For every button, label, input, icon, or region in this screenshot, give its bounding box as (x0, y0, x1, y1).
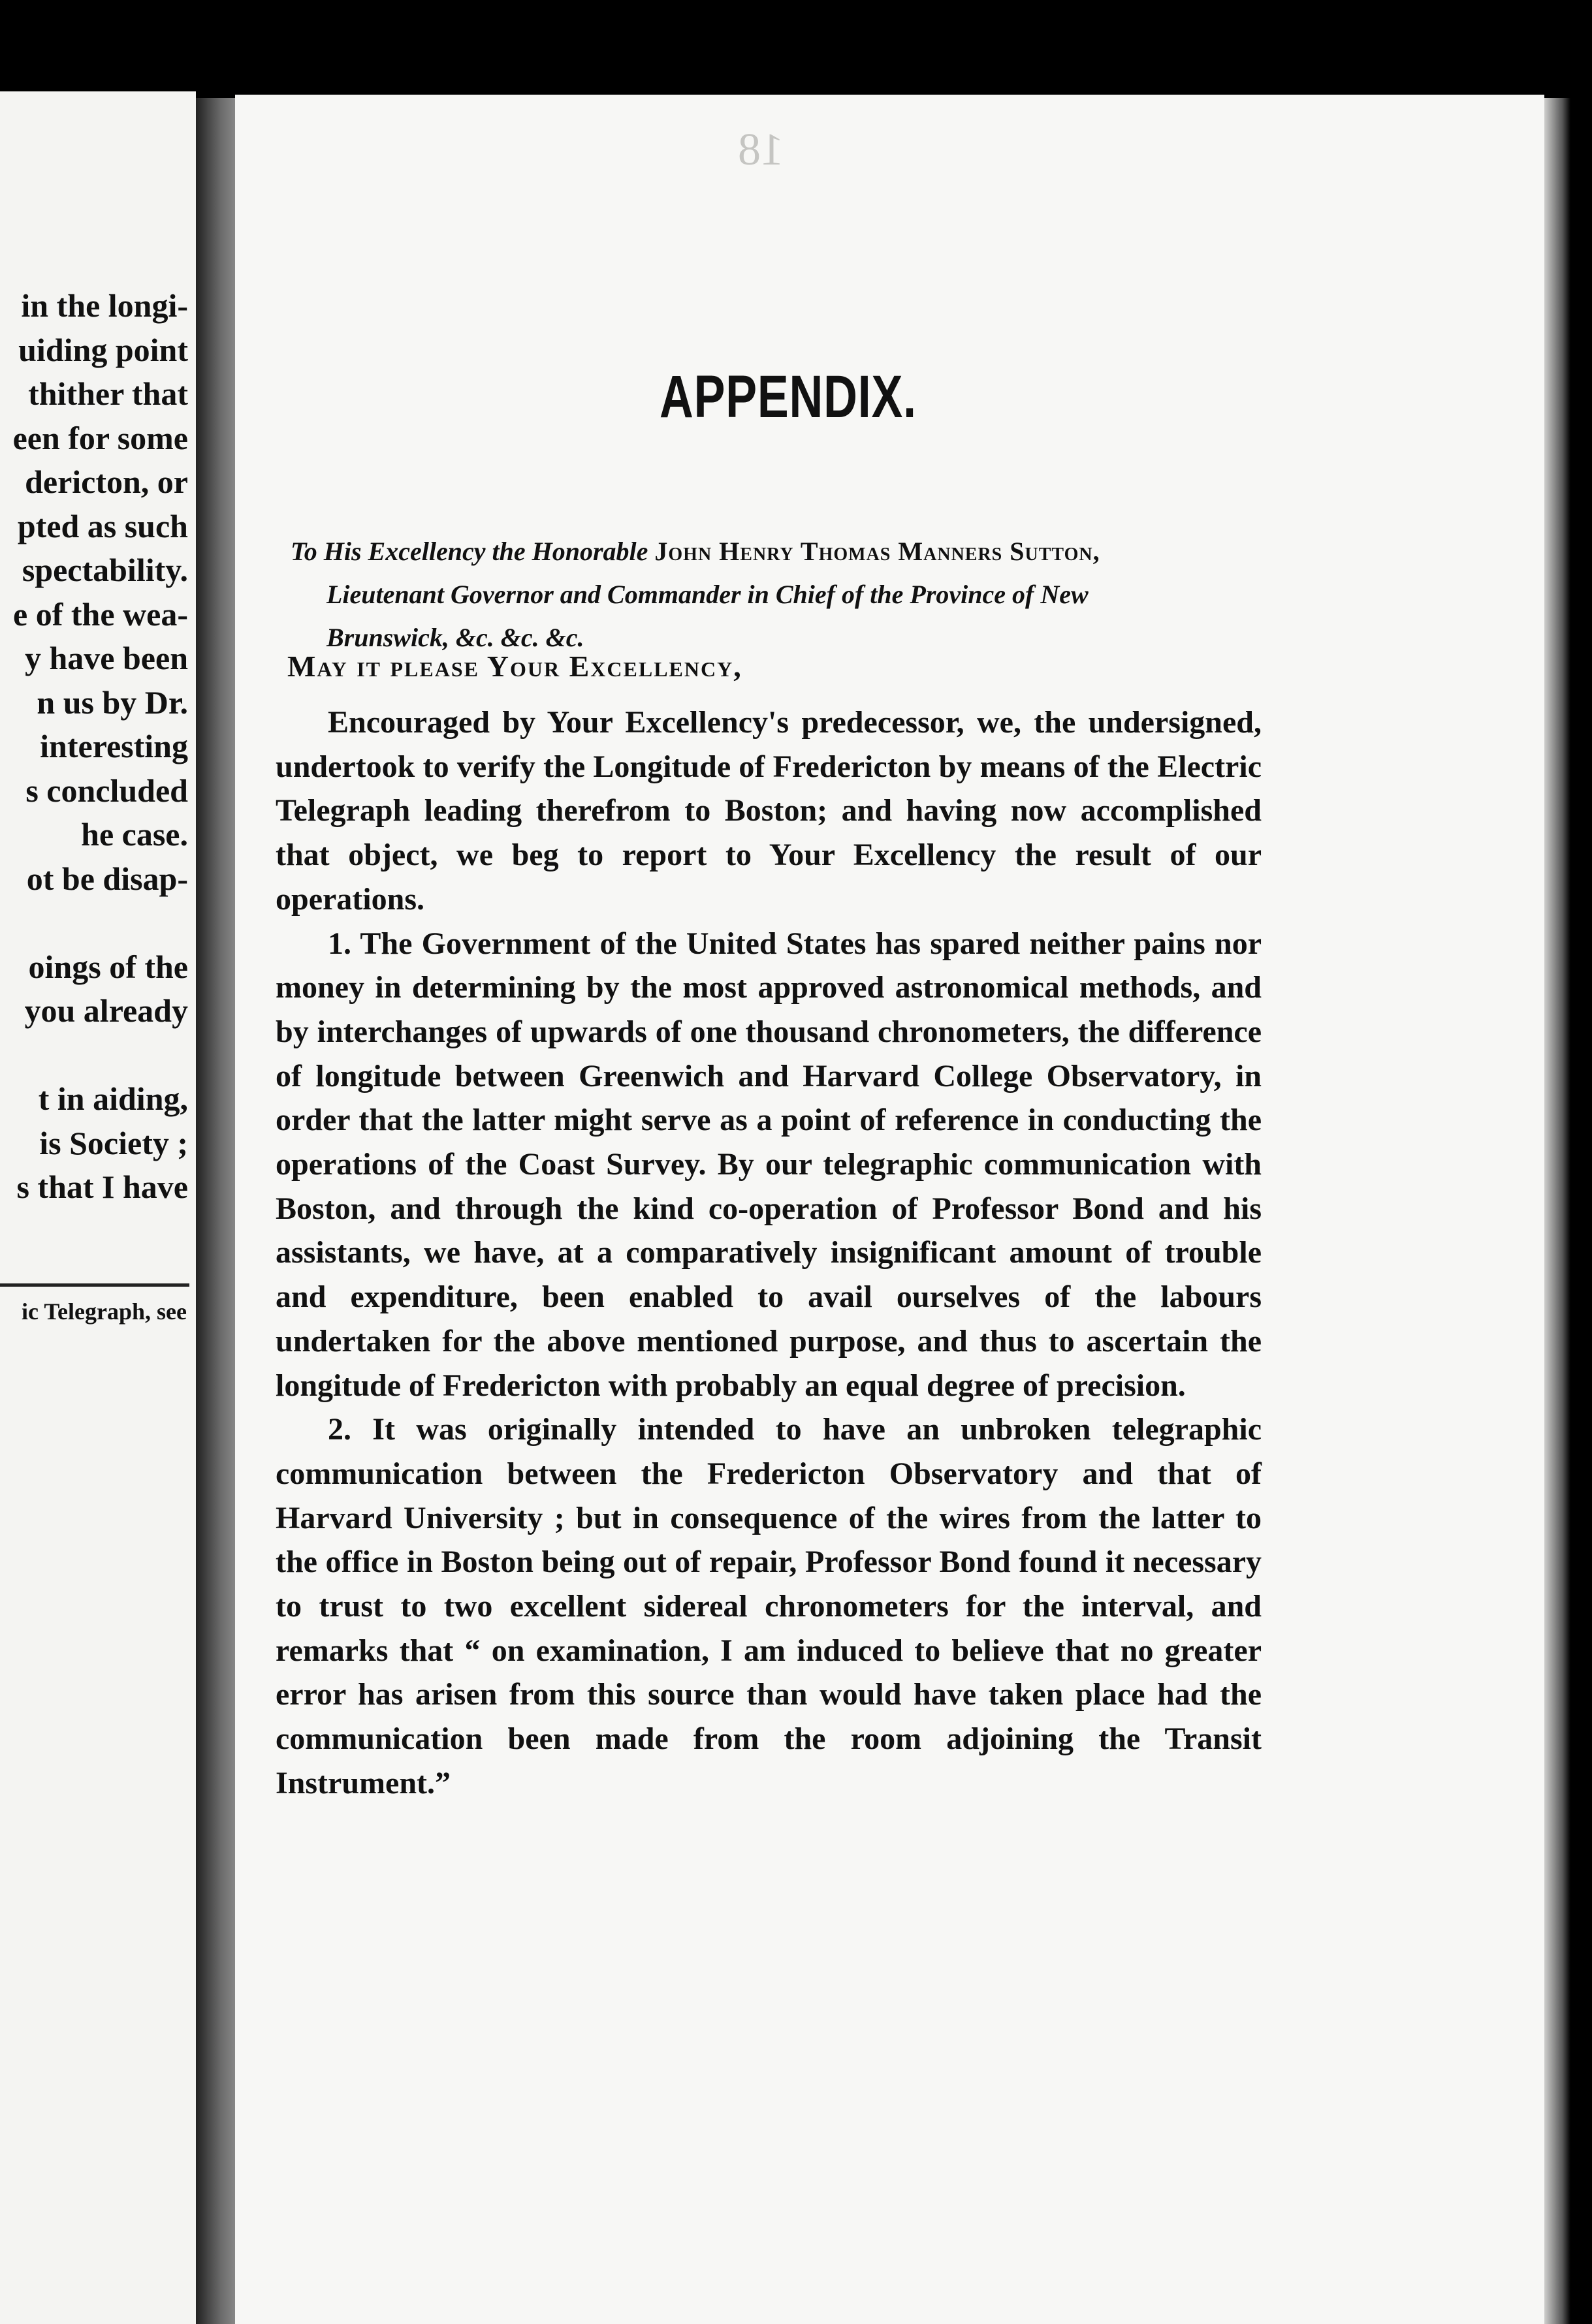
previous-page-line (0, 1033, 188, 1078)
previous-page-fragment (0, 91, 196, 2324)
previous-page-line: dericton, or (25, 463, 188, 500)
address-line (291, 530, 1264, 573)
address-honorific: To His Excellency the Honorable (291, 537, 648, 566)
salutation: May it please Your Excellency, (287, 650, 742, 683)
previous-page-line: in the longi- (21, 287, 188, 324)
page-title: APPENDIX. (660, 364, 917, 430)
letter-body (276, 700, 1262, 1806)
previous-page-line (0, 901, 188, 945)
previous-page-line: een for some (12, 419, 188, 456)
previous-page-line: pted as such (17, 507, 188, 544)
previous-page-line: n us by Dr. (37, 683, 188, 721)
previous-page-line: e of the wea- (13, 595, 188, 633)
previous-page-text (0, 284, 188, 1210)
previous-page-footnote: ic Telegraph, see (22, 1298, 187, 1325)
previous-page-line: you already (24, 992, 188, 1029)
address-line: Lieutenant Governor and Commander in Chief of the Province of New (326, 580, 1089, 609)
page-edge-shadow (1544, 98, 1570, 2324)
previous-page-line: t in aiding, (38, 1080, 188, 1117)
paragraph-2: 2. It was originally intended to have an unbroken telegraphic communication between the Fredericton Observatory and that of Harvard University ; but in consequence of the wires from the latter to the office in Boston being out of repair, Professor Bond found it necessary to trust to two excellent sidereal chronometers for the interval, and remarks that “ on examination, I am induced to believe that no greater error has arisen from this source than would have taken place had the communication been made from the room adjoining the Transit Instrument.” (276, 1412, 1262, 1800)
paragraph-1: 1. The Government of the United States has spared neither pains nor money in determining by the most approved astronomical methods, and by interchanges of upwards of one thousand chronometers, the difference of longitude between Greenwich and Harvard College Observatory, in order that the latter might serve as a point of reference in conducting the operations of the Coast Survey. By our telegraphic communication with Boston, and through the kind co-operation of Professor Bond and his assistants, we have, at a comparatively insignificant amount of trouble and expenditure, been enabled to avail ourselves of the labours undertaken for the above mentioned purpose, and thus to ascertain the longitude of Fredericton with probably an equal degree of precision. (276, 926, 1262, 1403)
previous-page-line: interesting (40, 728, 188, 764)
previous-page-line: spectability. (22, 552, 188, 588)
footnote-rule (0, 1283, 189, 1287)
previous-page-line: ot be disap- (26, 860, 188, 897)
paragraph-intro: Encouraged by Your Excellency's predecessor, we, the undersigned, undertook to verify the Longitude of Fredericton by means of the Electric Telegraph leading therefrom to Boston; and having now accomplished that object, we beg to report to Your Excellency the result of our operations. (276, 705, 1262, 917)
bleed-through-page-number: 18 (738, 125, 784, 175)
previous-page-line: uiding point (18, 331, 188, 368)
governor-name: John Henry Thomas Manners Sutton, (654, 537, 1100, 566)
previous-page-line: is Society ; (39, 1124, 188, 1161)
previous-page-line: he case. (81, 816, 188, 853)
previous-page-line: thither that (28, 375, 188, 412)
address-line: Brunswick, &c. &c. &c. (326, 623, 584, 652)
previous-page-line: y have been (25, 640, 188, 676)
previous-page-line: s concluded (25, 772, 188, 809)
previous-page-line: s that I have (16, 1169, 188, 1205)
dedication-address (291, 530, 1264, 659)
previous-page-line: oings of the (28, 948, 188, 985)
